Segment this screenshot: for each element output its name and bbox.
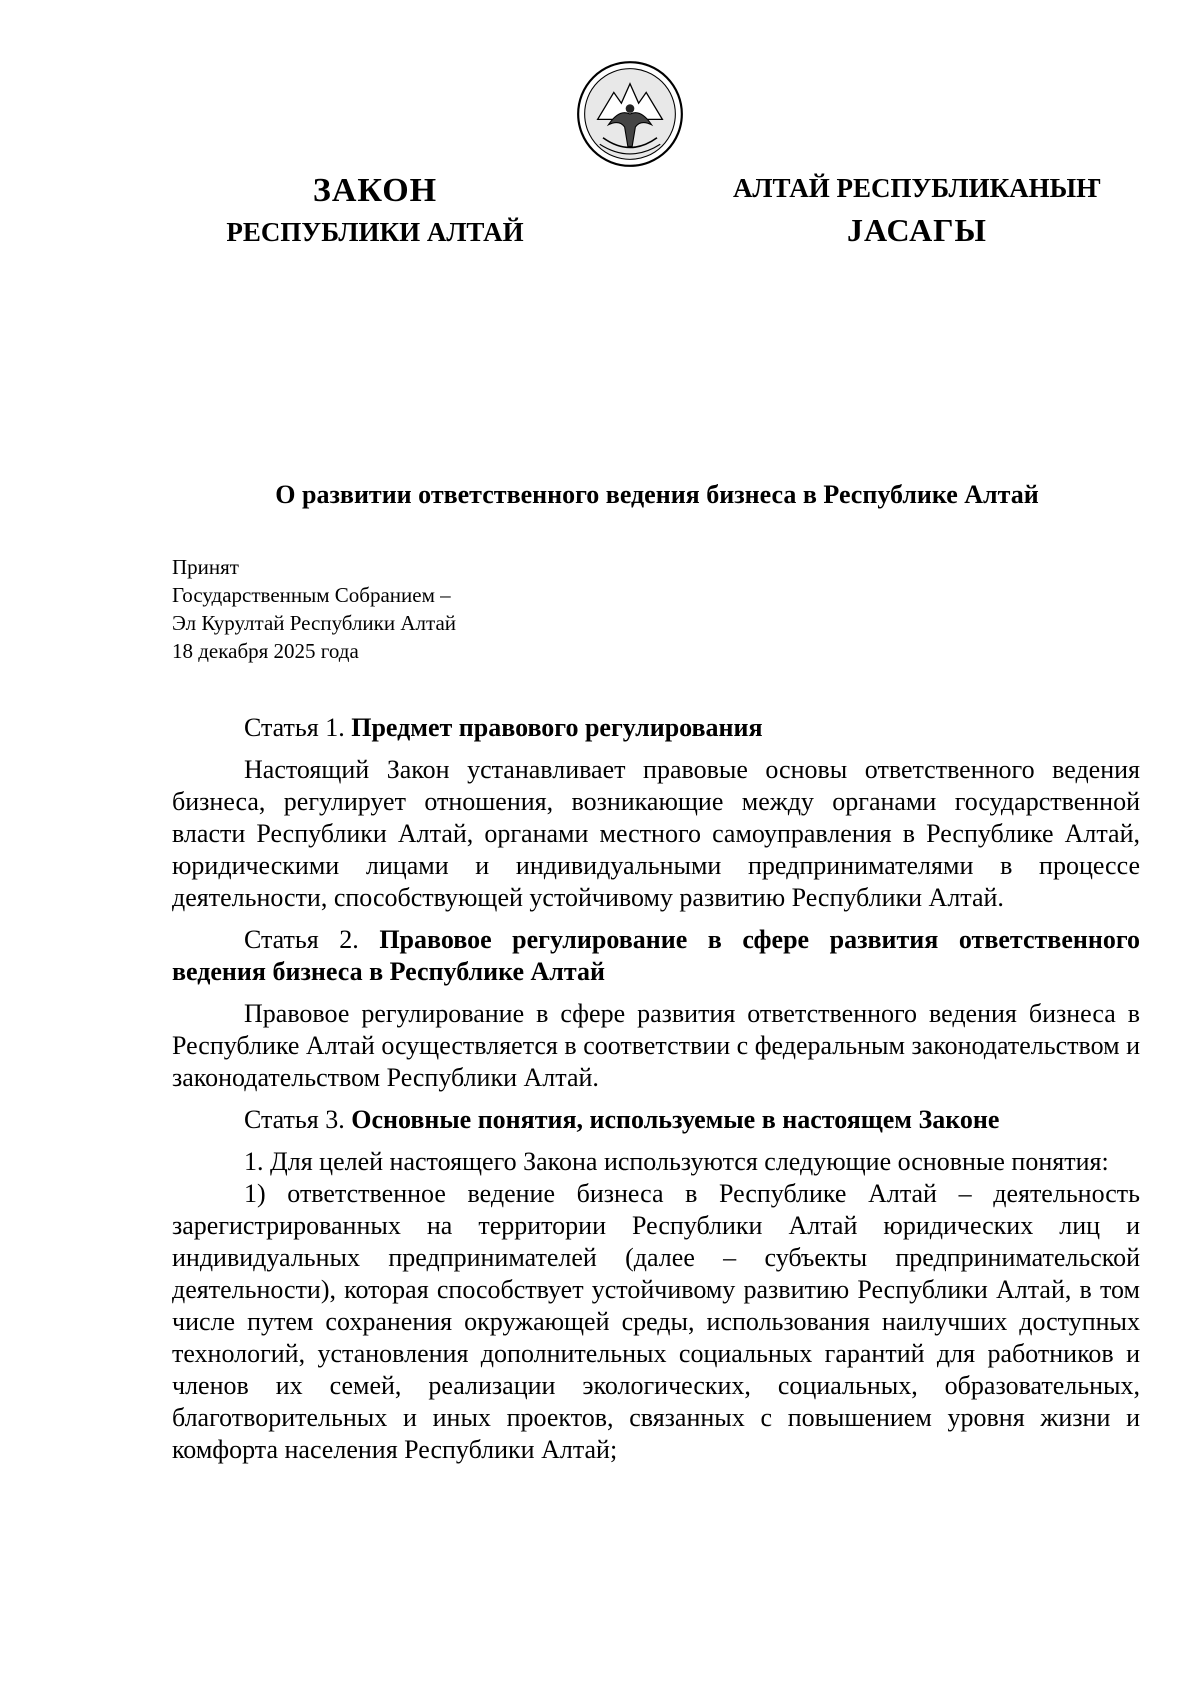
article-heading <box>172 712 1140 744</box>
coat-of-arms-emblem-icon <box>576 60 684 168</box>
article-heading <box>172 1104 1140 1136</box>
article-text: 1) ответственное ведение бизнеса в Республике Алтай – деятельность зарегистрированных на территории Республики Алтай юридических лиц и индивидуальных предпринимателей (далее – субъекты предпринимательской деятельности), которая способствует устойчивому развитию Республики Алтай, в том числе путем сохранения окружающей среды, использования наилучших доступных технологий, установления дополнительных социальных гарантий для работников и членов их семей, реализации экологических, социальных, образовательных, благотворительных и иных проектов, связанных с повышением уровня жизни и комфорта населения Республики Алтай; <box>172 1179 1140 1464</box>
header-altai <box>708 170 1126 254</box>
adoption-block <box>172 553 456 665</box>
header-russian <box>200 170 550 252</box>
article-title: Предмет правового регулирования <box>351 713 763 742</box>
law-body <box>172 712 1140 1476</box>
adoption-line: Государственным Собранием – <box>172 583 451 607</box>
article-heading <box>172 924 1140 988</box>
header-law-label: ЗАКОН <box>312 172 438 209</box>
adoption-date: 18 декабря 2025 года <box>172 639 359 663</box>
article-title: Правовое регулирование в сфере развития ответственного ведения бизнеса в Республике Алтай <box>172 925 1141 986</box>
article-text: 1. Для целей настоящего Закона используются следующие основные понятия: <box>244 1147 1109 1176</box>
header-altai-republic-label: АЛТАЙ РЕСПУБЛИКАНЫҤ <box>732 173 1102 203</box>
law-title: О развитии ответственного ведения бизнеса в Республике Алтай <box>275 480 1039 509</box>
article-label: Статья 3. <box>244 1105 345 1134</box>
article-title: Основные понятия, используемые в настоящем Законе <box>351 1105 1000 1134</box>
adoption-line: Эл Курултай Республики Алтай <box>172 611 457 635</box>
article-text: Правовое регулирование в сфере развития ответственного ведения бизнеса в Республике Алтай осуществляется в соответствии с федеральным законодательством и законодательством Республики Алтай. <box>172 999 1140 1092</box>
article-label: Статья 1. <box>244 713 345 742</box>
article-label: Статья 2. <box>244 925 359 954</box>
article-text: Настоящий Закон устанавливает правовые основы ответственного ведения бизнеса, регулирует отношения, возникающие между органами государственной власти Республики Алтай, органами местного самоуправления в Республике Алтай, юридическими лицами и индивидуальными предпринимателями в процессе деятельности, способствующей устойчивому развитию Республики Алтай. <box>172 755 1140 912</box>
header-republic-label: РЕСПУБЛИКИ АЛТАЙ <box>226 217 524 247</box>
adoption-line: Принят <box>172 555 239 579</box>
header-altai-law-label: JАСАГЫ <box>847 212 987 248</box>
